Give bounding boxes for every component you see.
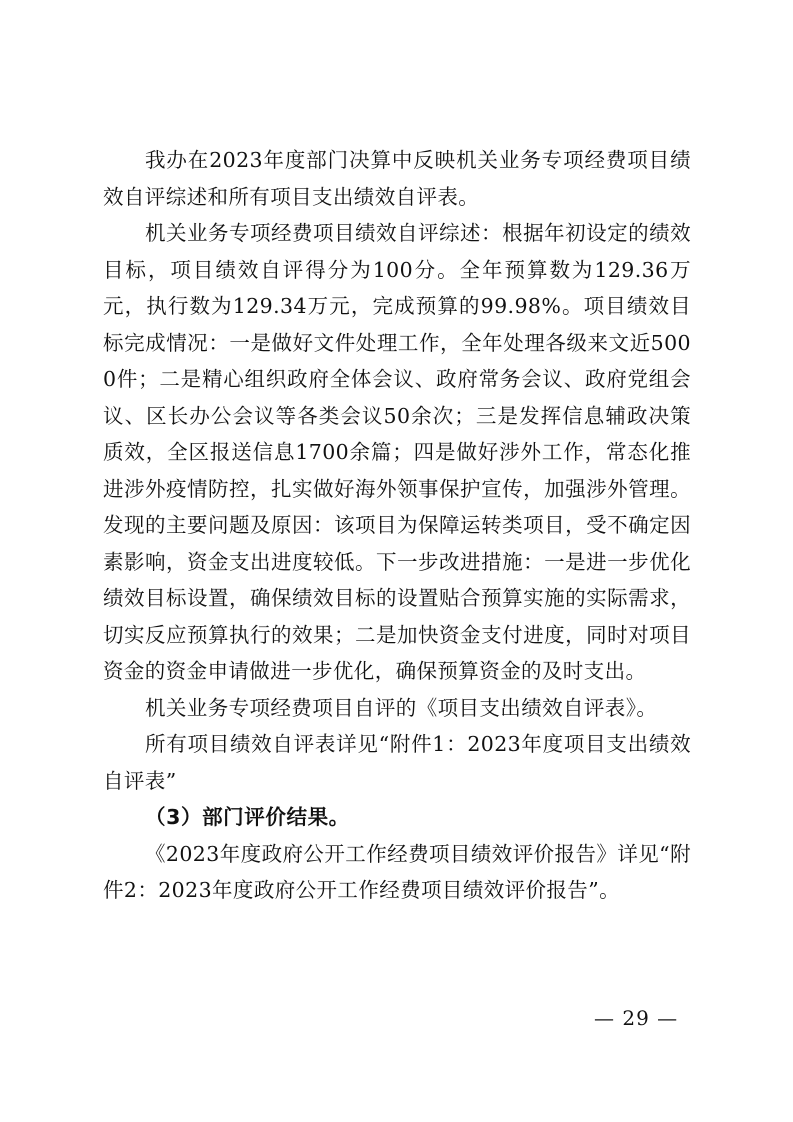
paragraph-evaluation-form: 机关业务专项经费项目自评的《项目支出绩效自评表》。 xyxy=(145,695,658,720)
document-body xyxy=(103,142,691,909)
section-heading: （3）部门评价结果。 xyxy=(145,805,350,829)
paragraph-attachment-1-reference: 所有项目绩效自评表详见“附件1：2023年度项目支出绩效自评表” xyxy=(103,732,691,793)
page-number: — 29 — xyxy=(594,1006,679,1030)
paragraph-attachment-2-reference: 《2023年度政府公开工作经费项目绩效评价报告》详见“附件2：2023年度政府公开工作经费项目绩效评价报告”。 xyxy=(103,841,691,902)
paragraph-self-evaluation-scope: 我办在2023年度部门决算中反映机关业务专项经费项目绩效自评综述和所有项目支出绩效自评表。 xyxy=(103,148,691,209)
paragraph-evaluation-summary: 机关业务专项经费项目绩效自评综述：根据年初设定的绩效目标，项目绩效自评得分为100分。全年预算数为129.36万元，执行数为129.34万元，完成预算的99.98%。项目绩效目标完成情况：一是做好文件处理工作，全年处理各级来文近5000件；二是精心组织政府全体会议、政府常务会议、政府党组会议、区长办公会议等各类会议50余次；三是发挥信息辅政决策质效，全区报送信息1700余篇；四是做好涉外工作，常态化推进涉外疫情防控，扎实做好海外领事保护宣传，加强涉外管理。发现的主要问题及原因：该项目为保障运转类项目，受不确定因素影响，资金支出进度较低。下一步改进措施：一是进一步优化绩效目标设置，确保绩效目标的设置贴合预算实施的实际需求，切实反应预算执行的效果；二是加快资金支付进度，同时对项目资金的资金申请做进一步优化，确保预算资金的及时支出。 xyxy=(103,221,691,683)
